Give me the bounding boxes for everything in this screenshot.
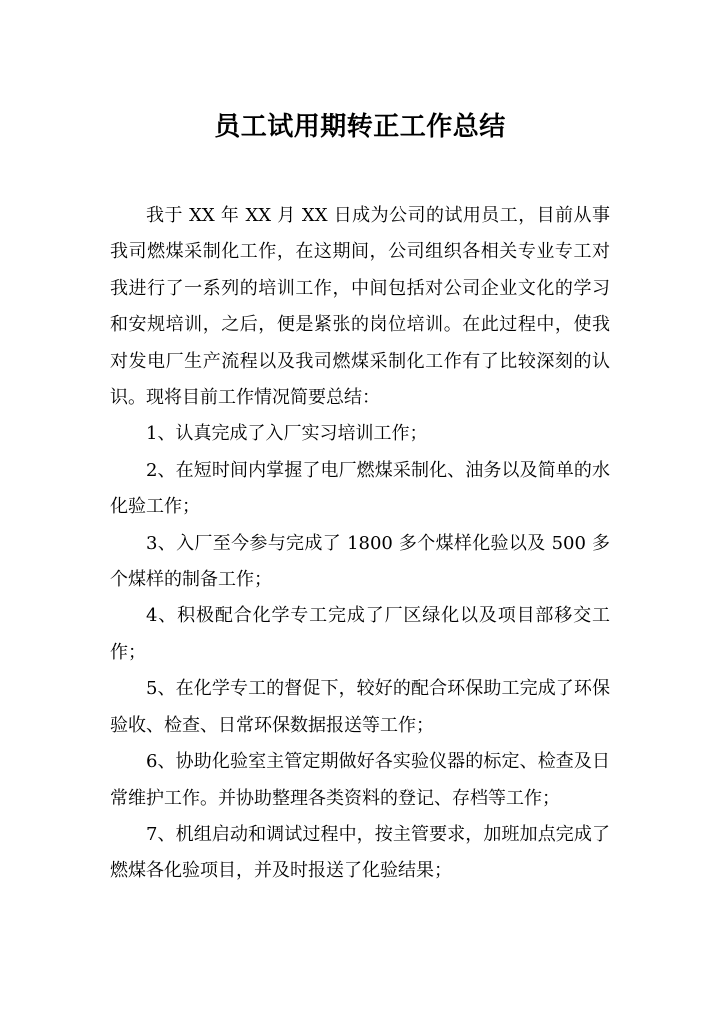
document-title: 员工试用期转正工作总结 [214, 112, 506, 142]
intro-paragraph: 我于 XX 年 XX 月 XX 日成为公司的试用员工，目前从事我司燃煤采制化工作，在这期间，公司组织各相关专业专工对我进行了一系列的培训工作，中间包括对公司企业文化的学习和安规培训，之后，便是紧张的岗位培训。在此过程中，使我对发电厂生产流程以及我司燃煤采制化工作有了比较深刻的认识。现将目前工作情况简要总结： [110, 205, 610, 409]
list-item-1: 1、认真完成了入厂实习培训工作； [146, 423, 428, 445]
list-item-7: 7、机组启动和调试过程中，按主管要求，加班加点完成了燃煤各化验项目，并及时报送了化验结果； [110, 823, 610, 882]
list-item-4: 4、积极配合化学专工完成了厂区绿化以及项目部移交工作； [110, 605, 610, 663]
list-item-3: 3、入厂至今参与完成了 1800 多个煤样化验以及 500 多个煤样的制备工作； [110, 532, 610, 591]
list-item-6: 6、协助化验室主管定期做好各实验仪器的标定、检查及日常维护工作。并协助整理各类资料的登记、存档等工作； [110, 751, 610, 809]
list-item-5: 5、在化学专工的督促下，较好的配合环保助工完成了环保验收、检查、日常环保数据报送等工作； [110, 678, 610, 736]
document-body [110, 198, 610, 890]
list-item-2: 2、在短时间内掌握了电厂燃煤采制化、油务以及简单的水化验工作； [110, 459, 610, 518]
